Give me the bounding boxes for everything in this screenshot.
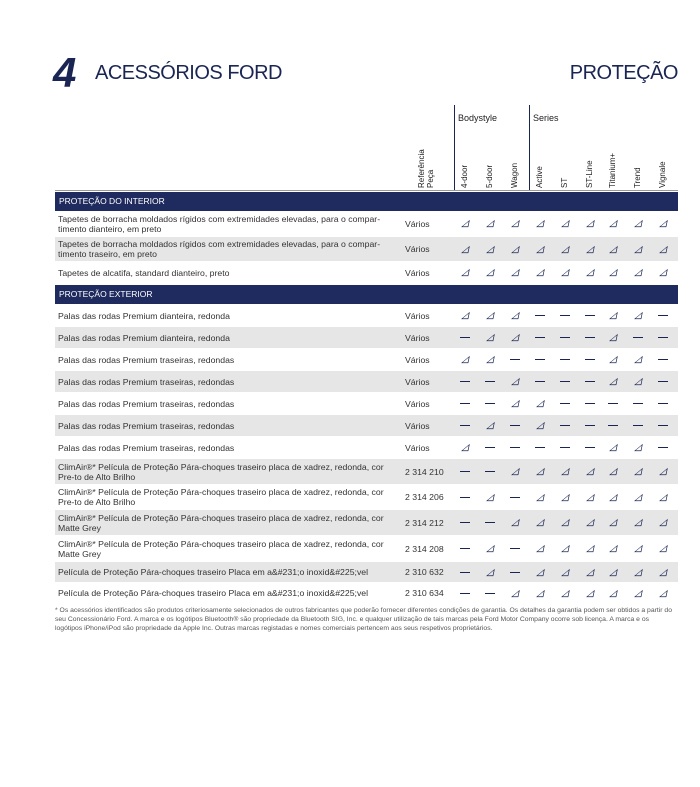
not-available-dash: [603, 415, 623, 436]
table-row: [55, 485, 678, 510]
column-header-label: Vignale: [658, 161, 667, 188]
not-available-dash: [455, 327, 475, 348]
available-triangle-icon: [580, 536, 600, 561]
not-available-dash: [555, 437, 575, 458]
row-reference: 2 314 208: [405, 543, 444, 554]
row-description: Tapetes de borracha moldados rígidos com extremidades elevadas, para o compar-timento traseiro, em preto: [58, 239, 381, 259]
row-reference: Vários: [405, 332, 430, 343]
available-triangle-icon: [653, 262, 673, 283]
table-row: [55, 583, 678, 604]
column-header-label: 5-door: [485, 164, 494, 188]
available-triangle-icon: [603, 371, 623, 392]
available-triangle-icon: [603, 562, 623, 582]
available-triangle-icon: [530, 262, 550, 283]
row-reference: 2 314 212: [405, 517, 444, 528]
available-triangle-icon: [505, 393, 525, 414]
available-triangle-icon: [628, 536, 648, 561]
not-available-dash: [555, 327, 575, 348]
available-triangle-icon: [530, 393, 550, 414]
available-triangle-icon: [603, 437, 623, 458]
available-triangle-icon: [603, 485, 623, 509]
not-available-dash: [455, 415, 475, 436]
available-triangle-icon: [530, 237, 550, 261]
available-triangle-icon: [555, 237, 575, 261]
available-triangle-icon: [628, 562, 648, 582]
row-reference: Vários: [405, 244, 430, 254]
table-row: [55, 262, 678, 284]
available-triangle-icon: [555, 510, 575, 535]
available-triangle-icon: [455, 349, 475, 370]
not-available-dash: [580, 393, 600, 414]
available-triangle-icon: [653, 485, 673, 509]
available-triangle-icon: [628, 510, 648, 535]
row-reference: Vários: [405, 218, 430, 229]
not-available-dash: [653, 415, 673, 436]
available-triangle-icon: [555, 583, 575, 603]
column-header-label: Titanium+: [608, 152, 617, 188]
table-row: [55, 562, 678, 583]
section-title: PROTEÇÃO: [569, 62, 678, 84]
available-triangle-icon: [628, 437, 648, 458]
ref-header-line2: Peça: [426, 169, 435, 188]
available-triangle-icon: [653, 459, 673, 484]
not-available-dash: [555, 371, 575, 392]
not-available-dash: [530, 371, 550, 392]
not-available-dash: [580, 437, 600, 458]
available-triangle-icon: [480, 327, 500, 348]
column-header: [455, 122, 475, 188]
available-triangle-icon: [580, 562, 600, 582]
available-triangle-icon: [580, 485, 600, 509]
group-label-series: Series: [533, 113, 559, 123]
available-triangle-icon: [530, 211, 550, 236]
available-triangle-icon: [505, 371, 525, 392]
row-description: Película de Proteção Pára-choques traseiro Placa em a&#231;o inoxid&#225;vel: [58, 588, 369, 598]
available-triangle-icon: [653, 510, 673, 535]
available-triangle-icon: [455, 305, 475, 326]
available-triangle-icon: [628, 371, 648, 392]
available-triangle-icon: [505, 237, 525, 261]
column-header: [580, 122, 600, 188]
available-triangle-icon: [603, 262, 623, 283]
available-triangle-icon: [603, 211, 623, 236]
not-available-dash: [628, 393, 648, 414]
row-description: Palas das rodas Premium traseiras, redondas: [58, 376, 235, 387]
not-available-dash: [555, 305, 575, 326]
row-description: Palas das rodas Premium dianteira, redonda: [58, 332, 230, 343]
available-triangle-icon: [628, 459, 648, 484]
column-header-label: 4-door: [460, 164, 469, 188]
column-header-label: Active: [535, 166, 544, 188]
not-available-dash: [455, 459, 475, 484]
column-header: [603, 122, 623, 188]
not-available-dash: [530, 437, 550, 458]
row-description: ClimAir®* Película de Proteção Pára-choques traseiro placa de xadrez, redonda, cor Matte Grey: [58, 512, 384, 533]
column-header-label: ST: [560, 177, 569, 188]
available-triangle-icon: [603, 237, 623, 261]
row-reference: 2 314 210: [405, 466, 444, 477]
available-triangle-icon: [653, 211, 673, 236]
available-triangle-icon: [603, 305, 623, 326]
row-reference: Vários: [405, 267, 430, 278]
available-triangle-icon: [603, 459, 623, 484]
available-triangle-icon: [455, 237, 475, 261]
available-triangle-icon: [455, 211, 475, 236]
not-available-dash: [555, 393, 575, 414]
not-available-dash: [480, 583, 500, 603]
not-available-dash: [555, 349, 575, 370]
not-available-dash: [455, 583, 475, 603]
column-header: [480, 122, 500, 188]
table-row: [55, 536, 678, 562]
not-available-dash: [455, 510, 475, 535]
not-available-dash: [653, 305, 673, 326]
not-available-dash: [580, 371, 600, 392]
row-description: Tapetes de alcatifa, standard dianteiro, preto: [58, 267, 230, 278]
not-available-dash: [603, 393, 623, 414]
available-triangle-icon: [653, 237, 673, 261]
not-available-dash: [653, 371, 673, 392]
row-reference: Vários: [405, 398, 430, 409]
not-available-dash: [455, 562, 475, 582]
not-available-dash: [505, 562, 525, 582]
available-triangle-icon: [530, 536, 550, 561]
table-row: [55, 327, 678, 349]
not-available-dash: [530, 305, 550, 326]
header-rule: [55, 190, 678, 191]
table-row: [55, 371, 678, 393]
column-header-label: Trend: [633, 167, 642, 188]
available-triangle-icon: [580, 459, 600, 484]
not-available-dash: [580, 327, 600, 348]
available-triangle-icon: [480, 562, 500, 582]
table-row: [55, 415, 678, 437]
available-triangle-icon: [628, 211, 648, 236]
table-row: [55, 305, 678, 327]
not-available-dash: [480, 371, 500, 392]
available-triangle-icon: [628, 262, 648, 283]
available-triangle-icon: [505, 583, 525, 603]
group-label-bodystyle: Bodystyle: [458, 113, 498, 123]
page-title: ACESSÓRIOS FORD: [95, 62, 282, 84]
not-available-dash: [653, 393, 673, 414]
column-header: [505, 122, 525, 188]
available-triangle-icon: [580, 583, 600, 603]
table-row: [55, 349, 678, 371]
available-triangle-icon: [480, 536, 500, 561]
available-triangle-icon: [653, 583, 673, 603]
column-header: [653, 122, 673, 188]
section-header: PROTEÇÃO DO INTERIOR: [55, 192, 678, 211]
available-triangle-icon: [530, 562, 550, 582]
table-row: [55, 437, 678, 459]
not-available-dash: [480, 437, 500, 458]
row-description: ClimAir®* Película de Proteção Pára-choques traseiro placa de xadrez, redonda, cor Matte Grey: [58, 538, 384, 559]
available-triangle-icon: [530, 583, 550, 603]
available-triangle-icon: [505, 211, 525, 236]
available-triangle-icon: [530, 510, 550, 535]
not-available-dash: [530, 349, 550, 370]
available-triangle-icon: [628, 349, 648, 370]
available-triangle-icon: [455, 262, 475, 283]
available-triangle-icon: [505, 510, 525, 535]
not-available-dash: [653, 437, 673, 458]
available-triangle-icon: [580, 211, 600, 236]
table-row: [55, 211, 678, 237]
column-header-reference: [415, 122, 435, 188]
table-row: [55, 510, 678, 536]
available-triangle-icon: [480, 305, 500, 326]
not-available-dash: [480, 393, 500, 414]
row-description: ClimAir®* Película de Proteção Pára-choques traseiro placa de xadrez, redonda, cor Pre-to de Alto Brilho: [58, 461, 384, 482]
not-available-dash: [505, 415, 525, 436]
available-triangle-icon: [505, 459, 525, 484]
available-triangle-icon: [653, 536, 673, 561]
not-available-dash: [580, 349, 600, 370]
not-available-dash: [480, 459, 500, 484]
not-available-dash: [455, 393, 475, 414]
available-triangle-icon: [628, 583, 648, 603]
available-triangle-icon: [480, 262, 500, 283]
not-available-dash: [555, 415, 575, 436]
row-reference: Vários: [405, 442, 430, 453]
available-triangle-icon: [530, 459, 550, 484]
row-description: Película de Proteção Pára-choques traseiro Placa em a&#231;o inoxid&#225;vel: [58, 567, 369, 577]
row-description: Palas das rodas Premium traseiras, redondas: [58, 420, 235, 431]
not-available-dash: [653, 327, 673, 348]
not-available-dash: [505, 349, 525, 370]
available-triangle-icon: [628, 485, 648, 509]
available-triangle-icon: [480, 237, 500, 261]
row-description: Tapetes de borracha moldados rígidos com extremidades elevadas, para o compar-timento dianteiro, em preto: [58, 213, 381, 234]
available-triangle-icon: [580, 262, 600, 283]
row-description: ClimAir®* Película de Proteção Pára-choques traseiro placa de xadrez, redonda, cor Pre-to de Alto Brilho: [58, 487, 384, 507]
not-available-dash: [505, 437, 525, 458]
ref-header-line1: Referência: [417, 149, 426, 188]
available-triangle-icon: [653, 562, 673, 582]
column-header: [628, 122, 648, 188]
table-row: [55, 237, 678, 262]
available-triangle-icon: [628, 305, 648, 326]
available-triangle-icon: [505, 262, 525, 283]
column-header: [530, 122, 550, 188]
available-triangle-icon: [555, 459, 575, 484]
available-triangle-icon: [505, 327, 525, 348]
row-reference: 2 310 632: [405, 567, 444, 577]
available-triangle-icon: [603, 349, 623, 370]
column-header: [555, 122, 575, 188]
available-triangle-icon: [555, 485, 575, 509]
available-triangle-icon: [480, 211, 500, 236]
not-available-dash: [628, 327, 648, 348]
footnote: * Os acessórios identificados são produtos criteriosamente selecionados de outros fabricantes que poderão fornecer diferentes condições de garantia. Os detalhes da garantia podem ser obtidos a partir do seu Concessionário Ford. A marca e os logótipos Bluetooth® são propriedade da Bluetooth SIG, Inc. e qualquer utilização de tais marcas pela Ford Motor Company ocorre sob licença. A marca e os logótipos iPhone/iPod são propriedade da Apple Inc. Outras marcas registadas e nomes comerciais pertencem aos seus respetivos proprietários.: [55, 607, 672, 632]
available-triangle-icon: [530, 485, 550, 509]
available-triangle-icon: [603, 583, 623, 603]
available-triangle-icon: [603, 510, 623, 535]
available-triangle-icon: [480, 349, 500, 370]
available-triangle-icon: [555, 262, 575, 283]
table-row: [55, 459, 678, 485]
row-reference: Vários: [405, 376, 430, 387]
row-reference: Vários: [405, 420, 430, 431]
not-available-dash: [455, 536, 475, 561]
row-reference: 2 310 634: [405, 588, 444, 598]
not-available-dash: [455, 371, 475, 392]
row-description: Palas das rodas Premium traseiras, redondas: [58, 398, 235, 409]
available-triangle-icon: [628, 237, 648, 261]
not-available-dash: [580, 305, 600, 326]
not-available-dash: [530, 327, 550, 348]
available-triangle-icon: [480, 415, 500, 436]
available-triangle-icon: [555, 211, 575, 236]
available-triangle-icon: [530, 415, 550, 436]
table-row: [55, 393, 678, 415]
row-description: Palas das rodas Premium dianteira, redonda: [58, 310, 230, 321]
available-triangle-icon: [603, 327, 623, 348]
row-reference: Vários: [405, 310, 430, 321]
chapter-number: 4: [53, 49, 77, 96]
available-triangle-icon: [555, 536, 575, 561]
not-available-dash: [505, 536, 525, 561]
available-triangle-icon: [603, 536, 623, 561]
row-description: Palas das rodas Premium traseiras, redondas: [58, 354, 235, 365]
available-triangle-icon: [580, 510, 600, 535]
not-available-dash: [480, 510, 500, 535]
section-header: PROTEÇÃO EXTERIOR: [55, 285, 678, 304]
row-description: Palas das rodas Premium traseiras, redondas: [58, 442, 235, 453]
column-header-label: Wagon: [510, 162, 519, 188]
not-available-dash: [628, 415, 648, 436]
row-reference: 2 314 206: [405, 492, 444, 502]
available-triangle-icon: [505, 305, 525, 326]
available-triangle-icon: [480, 485, 500, 509]
not-available-dash: [653, 349, 673, 370]
available-triangle-icon: [555, 562, 575, 582]
available-triangle-icon: [580, 237, 600, 261]
not-available-dash: [455, 485, 475, 509]
row-reference: Vários: [405, 354, 430, 365]
available-triangle-icon: [455, 437, 475, 458]
not-available-dash: [580, 415, 600, 436]
column-header-label: ST-Line: [585, 160, 594, 188]
not-available-dash: [505, 485, 525, 509]
